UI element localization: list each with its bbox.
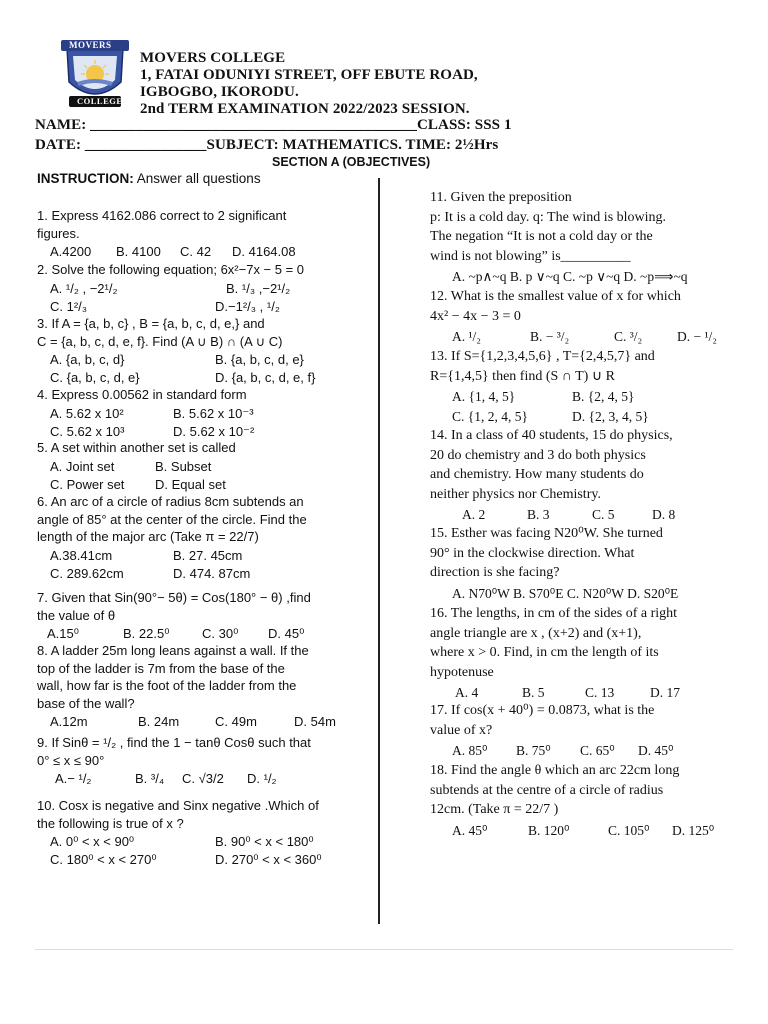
instruction-label: INSTRUCTION:	[37, 171, 134, 186]
answer-options	[37, 422, 255, 440]
answer-option: A.− ¹/₂	[55, 771, 92, 786]
answer-option: A. 2	[462, 507, 486, 523]
question-text: 8. A ladder 25m long leans against a wall. If the	[37, 643, 309, 658]
answer-option: B. 75⁰	[516, 743, 551, 759]
answer-options	[430, 326, 717, 346]
question-text: 20 do chemistry and 3 do both physics	[430, 447, 646, 463]
answer-option: B. {2, 4, 5}	[572, 389, 635, 405]
answer-option: B. ³/₄	[135, 771, 165, 786]
question-text: 11. Given the preposition	[430, 190, 572, 205]
answer-option: D. − ¹/₂	[677, 329, 717, 345]
question-text: 2. Solve the following equation; 6x²−7x − 5 = 0	[37, 262, 305, 277]
question-text: 16. The lengths, in cm of the sides of a right	[430, 606, 678, 621]
answer-option: B. ¹/₃ ,−2¹/₂	[226, 280, 291, 296]
question-text: hypotenuse	[430, 664, 494, 680]
answer-options	[37, 546, 307, 564]
answer-option: B. Subset	[155, 458, 212, 474]
answer-option: B. 24m	[138, 714, 180, 729]
answer-options	[430, 406, 655, 426]
answer-option: D. ¹/₂	[247, 771, 277, 786]
answer-option: D. 54m	[294, 714, 336, 729]
answer-option: D. 5.62 x 10⁻²	[173, 423, 255, 439]
question-5	[37, 439, 236, 493]
answer-option: B. 5	[522, 685, 545, 701]
answer-option: D. {2, 3, 4, 5}	[572, 409, 649, 425]
answer-option: B. 3	[527, 507, 550, 523]
question-text: wind is not blowing” is__________	[430, 248, 631, 264]
question-text: 13. If S={1,2,3,4,5,6} , T={2,4,5,7} and	[430, 349, 655, 364]
answer-option: A. {1, 4, 5}	[452, 389, 516, 405]
answer-option: C. √3/2	[182, 771, 224, 786]
question-12	[430, 287, 717, 346]
question-7	[37, 589, 311, 642]
answer-options	[37, 297, 304, 315]
answer-option: B. 5.62 x 10⁻³	[173, 405, 254, 421]
answer-option: B. 4100	[116, 244, 161, 259]
question-11	[430, 188, 688, 286]
answer-option: C. 30⁰	[202, 626, 239, 641]
answer-option: C. ³/₂	[614, 329, 643, 345]
question-text: figures.	[37, 225, 80, 241]
answer-option: D. Equal set	[155, 476, 226, 492]
question-text: the value of θ	[37, 607, 116, 623]
question-16	[430, 604, 680, 702]
question-text: 6. An arc of a circle of radius 8cm subtends an	[37, 494, 304, 509]
answer-option: B. 27. 45cm	[173, 547, 243, 563]
question-text: where x > 0. Find, in cm the length of its	[430, 645, 659, 661]
answer-option: B. 90⁰ < x < 180⁰	[215, 834, 314, 849]
answer-option: A. 4	[455, 685, 479, 701]
answer-option: D. 125⁰	[672, 822, 715, 838]
exam-title: 2nd TERM EXAMINATION 2022/2023 SESSION.	[140, 101, 470, 117]
question-text: 4. Express 0.00562 in standard form	[37, 387, 247, 402]
answer-option: C. 1²/₃	[50, 298, 88, 314]
section-title: SECTION A (OBJECTIVES)	[272, 155, 431, 169]
logo-bottom-text: COLLEGE	[77, 96, 123, 106]
date-subject-line: DATE: ________________SUBJECT: MATHEMATICS. TIME: 2½Hrs	[35, 137, 499, 153]
answer-option: A.38.41cm	[50, 547, 113, 563]
question-4	[37, 386, 255, 440]
answer-option: C. {1, 2, 4, 5}	[452, 409, 528, 425]
answer-option: B. {a, b, c, d, e}	[215, 352, 304, 367]
answer-option: A. N70⁰W B. S70⁰E C. N20⁰W D. S20⁰E	[452, 585, 679, 601]
question-15	[430, 524, 679, 603]
answer-option: C. 105⁰	[608, 822, 650, 838]
answer-options	[37, 475, 236, 493]
question-text: angle of 85° at the center of the circle. Find the	[37, 511, 307, 527]
question-14	[430, 426, 676, 524]
answer-option: D. 270⁰ < x < 360⁰	[215, 852, 322, 867]
answer-option: A. ~p∧~q B. p ∨~q C. ~p ∨~q D. ~p⟹~q	[452, 269, 688, 285]
answer-options	[37, 457, 236, 475]
answer-options	[37, 350, 304, 368]
logo-top-text: MOVERS	[69, 40, 112, 50]
answer-option: B. 120⁰	[528, 822, 570, 838]
question-2	[37, 261, 304, 315]
answer-option: D. 45⁰	[638, 743, 674, 759]
answer-option: A. 5.62 x 10²	[50, 405, 124, 421]
answer-option: C. 49m	[215, 714, 257, 729]
question-text: the following is true of x ?	[37, 815, 184, 831]
question-6	[37, 493, 307, 582]
school-address-2: IGBOGBO, IKORODU.	[140, 84, 299, 100]
question-text: value of x?	[430, 722, 493, 738]
question-text: 7. Given that Sin(90°− 5θ) = Cos(180° − θ) ,find	[37, 590, 311, 605]
answer-option: C. 65⁰	[580, 743, 615, 759]
answer-option: C. 42	[180, 244, 212, 259]
question-9	[37, 734, 311, 787]
question-text: 18. Find the angle θ which an arc 22cm long	[430, 763, 680, 778]
answer-option: D. 17	[650, 685, 680, 701]
column-divider	[378, 178, 380, 924]
footer-rule	[35, 949, 733, 950]
question-text: 0° ≤ x ≤ 90°	[37, 752, 105, 768]
question-text: 9. If Sinθ = ¹/₂ , find the 1 − tanθ Cosθ such that	[37, 735, 311, 750]
question-17	[430, 701, 674, 760]
answer-option: A. 85⁰	[452, 743, 488, 759]
answer-options	[430, 682, 680, 702]
answer-option: C. 13	[585, 685, 615, 701]
answer-option: A. ¹/₂ , −2¹/₂	[50, 280, 118, 296]
instruction-text: Answer all questions	[133, 171, 261, 186]
answer-options	[37, 850, 322, 868]
answer-option: D. {a, b, c, d, e, f}	[215, 370, 316, 385]
answer-options	[37, 564, 307, 582]
question-text: C = {a, b, c, d, e, f}. Find (A ∪ B) ∩ (A ∪ C)	[37, 333, 283, 349]
question-text: top of the ladder is 7m from the base of the	[37, 660, 285, 676]
answer-options	[430, 266, 688, 286]
question-text: wall, how far is the foot of the ladder from the	[37, 678, 297, 693]
question-text: 14. In a class of 40 students, 15 do physics,	[430, 428, 673, 443]
answer-options	[37, 279, 304, 297]
answer-option: A.15⁰	[47, 626, 79, 641]
answer-options	[430, 583, 679, 603]
question-text: neither physics nor Chemistry.	[430, 486, 601, 502]
answer-options	[37, 624, 311, 642]
question-text: angle triangle are x , (x+2) and (x+1),	[430, 625, 642, 641]
answer-options	[37, 404, 254, 422]
question-18	[430, 761, 715, 840]
answer-option: A. 45⁰	[452, 822, 488, 838]
answer-option: A. {a, b, c, d}	[50, 352, 125, 367]
question-text: and chemistry. How many students do	[430, 467, 644, 483]
answer-option: C. Power set	[50, 476, 125, 492]
question-10	[37, 797, 322, 868]
question-text: 4x² − 4x − 3 = 0	[430, 308, 521, 324]
answer-option: B. 22.5⁰	[123, 626, 170, 641]
answer-options	[37, 368, 316, 386]
answer-options	[430, 504, 676, 524]
question-text: base of the wall?	[37, 695, 135, 711]
school-logo	[55, 40, 135, 110]
name-class-line: NAME: ___________________________________________CLASS: SSS 1	[35, 117, 512, 133]
school-address-1: 1, FATAI ODUNIYI STREET, OFF EBUTE ROAD,	[140, 67, 478, 83]
answer-option: A. Joint set	[50, 458, 115, 474]
answer-option: C. 5.62 x 10³	[50, 423, 125, 439]
answer-options	[37, 242, 296, 260]
question-text: 5. A set within another set is called	[37, 440, 236, 455]
answer-option: A.12m	[50, 714, 88, 729]
answer-option: C. 180⁰ < x < 270⁰	[50, 852, 157, 867]
answer-option: D. 4164.08	[232, 244, 296, 259]
answer-option: D. 8	[652, 507, 676, 523]
answer-option: C. 289.62cm	[50, 565, 124, 581]
answer-option: A. 0⁰ < x < 90⁰	[50, 834, 135, 849]
question-text: 10. Cosx is negative and Sinx negative .Which of	[37, 798, 319, 813]
answer-option: A. ¹/₂	[452, 329, 482, 345]
question-8	[37, 642, 336, 730]
question-text: p: It is a cold day. q: The wind is blowing.	[430, 209, 667, 225]
answer-options	[430, 820, 715, 840]
answer-options	[37, 769, 311, 787]
instruction	[37, 171, 261, 186]
answer-options	[37, 832, 319, 850]
answer-option: D.−1²/₃ , ¹/₂	[215, 298, 280, 314]
answer-option: D. 474. 87cm	[173, 565, 251, 581]
answer-option: C. {a, b, c, d, e}	[50, 370, 140, 385]
question-text: 12. What is the smallest value of x for which	[430, 289, 681, 304]
answer-options	[37, 712, 336, 730]
question-13	[430, 347, 655, 426]
school-name: MOVERS COLLEGE	[140, 50, 286, 66]
question-text: 12cm. (Take π = 22/7 )	[430, 802, 559, 818]
question-text: 15. Esther was facing N20⁰W. She turned	[430, 526, 663, 541]
question-1	[37, 207, 296, 260]
question-3	[37, 315, 316, 386]
question-text: 3. If A = {a, b, c} , B = {a, b, c, d, e,} and	[37, 316, 265, 331]
question-text: subtends at the centre of a circle of radius	[430, 782, 664, 798]
answer-options	[430, 386, 655, 406]
answer-option: B. − ³/₂	[530, 329, 570, 345]
answer-options	[430, 740, 674, 760]
answer-option: A.4200	[50, 244, 92, 259]
question-text: The negation “It is not a cold day or the	[430, 229, 653, 245]
question-text: length of the major arc (Take π = 22/7)	[37, 529, 259, 544]
question-text: direction is she facing?	[430, 565, 560, 581]
answer-option: D. 45⁰	[268, 626, 305, 641]
question-text: 17. If cos(x + 40⁰) = 0.0873, what is the	[430, 703, 655, 718]
answer-option: C. 5	[592, 507, 615, 523]
question-text: 90° in the clockwise direction. What	[430, 545, 635, 561]
question-text: 1. Express 4162.086 correct to 2 significant	[37, 208, 287, 223]
question-text: R={1,4,5} then find (S ∩ T) ∪ R	[430, 368, 615, 384]
